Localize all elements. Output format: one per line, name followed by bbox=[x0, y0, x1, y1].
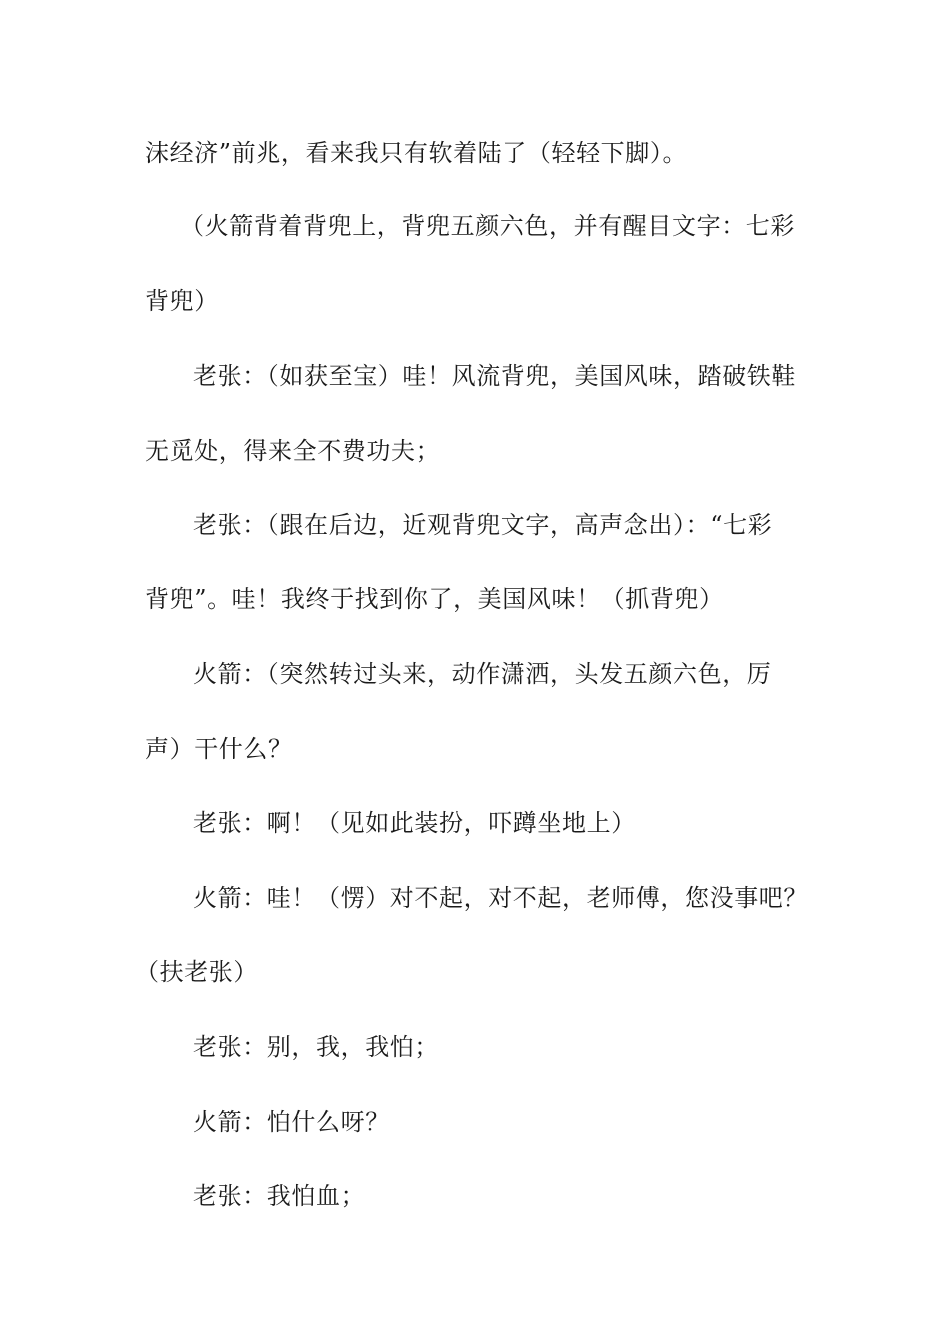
text-line-15: 老张：我怕血； bbox=[193, 1182, 366, 1210]
text-line-13: 老张：别，我，我怕； bbox=[193, 1033, 439, 1061]
text-line-9: 声）干什么？ bbox=[145, 735, 293, 763]
text-line-4: 老张：（如获至宝）哇！风流背兜，美国风味，踏破铁鞋 bbox=[193, 362, 796, 390]
text-line-5: 无觅处，得来全不费功夫； bbox=[145, 437, 441, 465]
text-line-7: 背兜”。哇！我终于找到你了，美国风味！（抓背兜） bbox=[145, 585, 724, 613]
text-line-14: 火箭：怕什么呀？ bbox=[193, 1108, 390, 1136]
text-line-10: 老张：啊！（见如此装扮，吓蹲坐地上） bbox=[193, 809, 636, 837]
text-line-2: （火箭背着背兜上，背兜五颜六色，并有醒目文字：七彩 bbox=[180, 212, 795, 240]
text-line-6: 老张：（跟在后边，近观背兜文字，高声念出）：“七彩 bbox=[193, 511, 773, 539]
text-line-11: 火箭：哇！（愣）对不起，对不起，老师傅，您没事吧？ bbox=[193, 884, 808, 912]
text-line-12: （扶老张） bbox=[135, 958, 258, 986]
text-line-3: 背兜） bbox=[145, 287, 219, 315]
text-line-1: 沫经济”前兆，看来我只有软着陆了（轻轻下脚）。 bbox=[145, 139, 688, 167]
text-line-8: 火箭：（突然转过头来，动作潇洒，头发五颜六色，厉 bbox=[193, 660, 772, 688]
